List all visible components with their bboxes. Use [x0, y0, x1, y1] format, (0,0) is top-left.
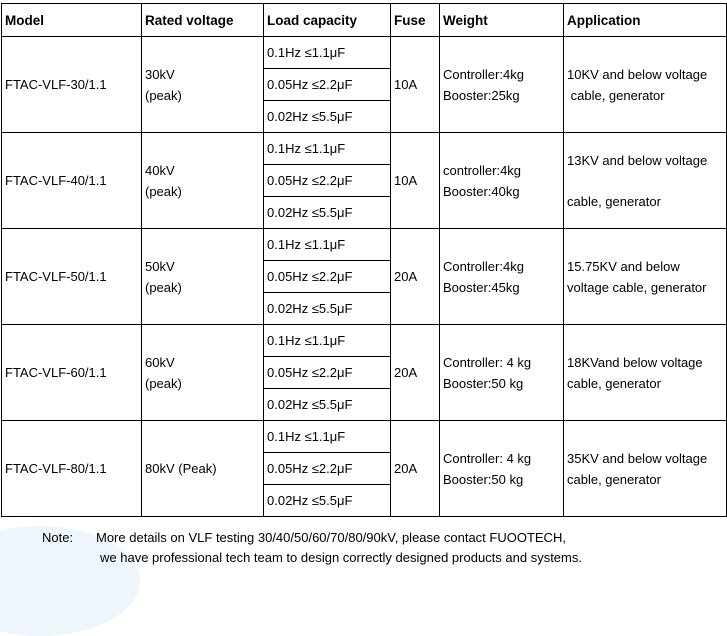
header-fuse: Fuse: [391, 4, 440, 37]
application-cell: [564, 325, 727, 421]
header-application: Application: [564, 4, 727, 37]
voltage-cell: [142, 229, 264, 325]
application-line: 10KV and below voltage: [567, 66, 708, 82]
voltage-line: (peak): [145, 183, 182, 199]
application-line: cable, generator: [567, 193, 661, 209]
table-row: [2, 133, 727, 165]
application-cell: [564, 133, 727, 229]
voltage-line: (peak): [145, 87, 182, 103]
voltage-cell: [142, 325, 264, 421]
weight-cell: [440, 37, 564, 133]
model-cell: FTAC-VLF-80/1.1: [2, 421, 142, 517]
voltage-cell: [142, 133, 264, 229]
fuse-cell: 10A: [391, 133, 440, 229]
voltage-line: (peak): [145, 375, 182, 391]
application-line: cable, generator: [567, 375, 661, 391]
load-capacity-cell: 0.1Hz ≤1.1μF: [264, 325, 391, 357]
weight-line: controller:4kg: [443, 162, 522, 178]
table-row: [2, 421, 727, 453]
load-capacity-cell: 0.05Hz ≤2.2μF: [264, 357, 391, 389]
voltage-line: 60kV: [145, 354, 175, 370]
weight-cell: [440, 229, 564, 325]
load-capacity-cell: 0.05Hz ≤2.2μF: [264, 261, 391, 293]
weight-line: Controller: 4 kg: [443, 450, 532, 466]
weight-line: Booster:40kg: [443, 183, 520, 199]
application-line: cable, generator: [567, 471, 661, 487]
load-capacity-cell: 0.05Hz ≤2.2μF: [264, 69, 391, 101]
weight-line: Booster:45kg: [443, 279, 520, 295]
voltage-line: 80kV (Peak): [145, 461, 217, 476]
application-line: 15.75KV and below: [567, 258, 680, 274]
header-weight: Weight: [440, 4, 564, 37]
application-line: 18KVand below voltage: [567, 354, 703, 370]
load-capacity-cell: 0.02Hz ≤5.5μF: [264, 485, 391, 517]
weight-cell: [440, 133, 564, 229]
load-capacity-cell: 0.02Hz ≤5.5μF: [264, 293, 391, 325]
voltage-line: 40kV: [145, 162, 175, 178]
weight-cell: [440, 421, 564, 517]
application-cell: [564, 421, 727, 517]
application-line: 35KV and below voltage: [567, 450, 708, 466]
table-row: [2, 325, 727, 357]
note-line-2: we have professional tech team to design correctly designed products and systems.: [100, 550, 582, 565]
weight-line: Controller: 4 kg: [443, 354, 532, 370]
model-cell: FTAC-VLF-50/1.1: [2, 229, 142, 325]
weight-line: Booster:50 kg: [443, 471, 524, 487]
header-model: Model: [2, 4, 142, 37]
application-line: cable, generator: [567, 87, 665, 103]
weight-line: Booster:25kg: [443, 87, 520, 103]
fuse-cell: 20A: [391, 325, 440, 421]
load-capacity-cell: 0.1Hz ≤1.1μF: [264, 37, 391, 69]
load-capacity-cell: 0.02Hz ≤5.5μF: [264, 101, 391, 133]
model-cell: FTAC-VLF-30/1.1: [2, 37, 142, 133]
note-label: Note:: [42, 530, 74, 545]
fuse-cell: 10A: [391, 37, 440, 133]
model-cell: FTAC-VLF-40/1.1: [2, 133, 142, 229]
fuse-cell: 20A: [391, 421, 440, 517]
weight-line: Controller:4kg: [443, 258, 524, 274]
table-row: [2, 229, 727, 261]
voltage-line: 30kV: [145, 66, 175, 82]
fuse-cell: 20A: [391, 229, 440, 325]
table-header-row: [2, 4, 727, 37]
voltage-cell: [142, 421, 264, 517]
model-cell: FTAC-VLF-60/1.1: [2, 325, 142, 421]
spec-table: [1, 3, 727, 517]
voltage-cell: [142, 37, 264, 133]
table-row: [2, 37, 727, 69]
application-cell: [564, 37, 727, 133]
load-capacity-cell: 0.05Hz ≤2.2μF: [264, 453, 391, 485]
weight-line: Booster:50 kg: [443, 375, 524, 391]
header-load-capacity: Load capacity: [264, 4, 391, 37]
load-capacity-cell: 0.05Hz ≤2.2μF: [264, 165, 391, 197]
load-capacity-cell: 0.1Hz ≤1.1μF: [264, 421, 391, 453]
weight-cell: [440, 325, 564, 421]
weight-line: Controller:4kg: [443, 66, 524, 82]
load-capacity-cell: 0.1Hz ≤1.1μF: [264, 229, 391, 261]
note-line-1: More details on VLF testing 30/40/50/60/70/80/90kV, please contact FUOOTECH,: [96, 530, 566, 545]
load-capacity-cell: 0.1Hz ≤1.1μF: [264, 133, 391, 165]
voltage-line: 50kV: [145, 258, 175, 274]
application-line: 13KV and below voltage: [567, 152, 708, 168]
load-capacity-cell: 0.02Hz ≤5.5μF: [264, 197, 391, 229]
header-rated-voltage: Rated voltage: [142, 4, 264, 37]
load-capacity-cell: 0.02Hz ≤5.5μF: [264, 389, 391, 421]
application-cell: [564, 229, 727, 325]
application-line: voltage cable, generator: [567, 279, 707, 295]
voltage-line: (peak): [145, 279, 182, 295]
